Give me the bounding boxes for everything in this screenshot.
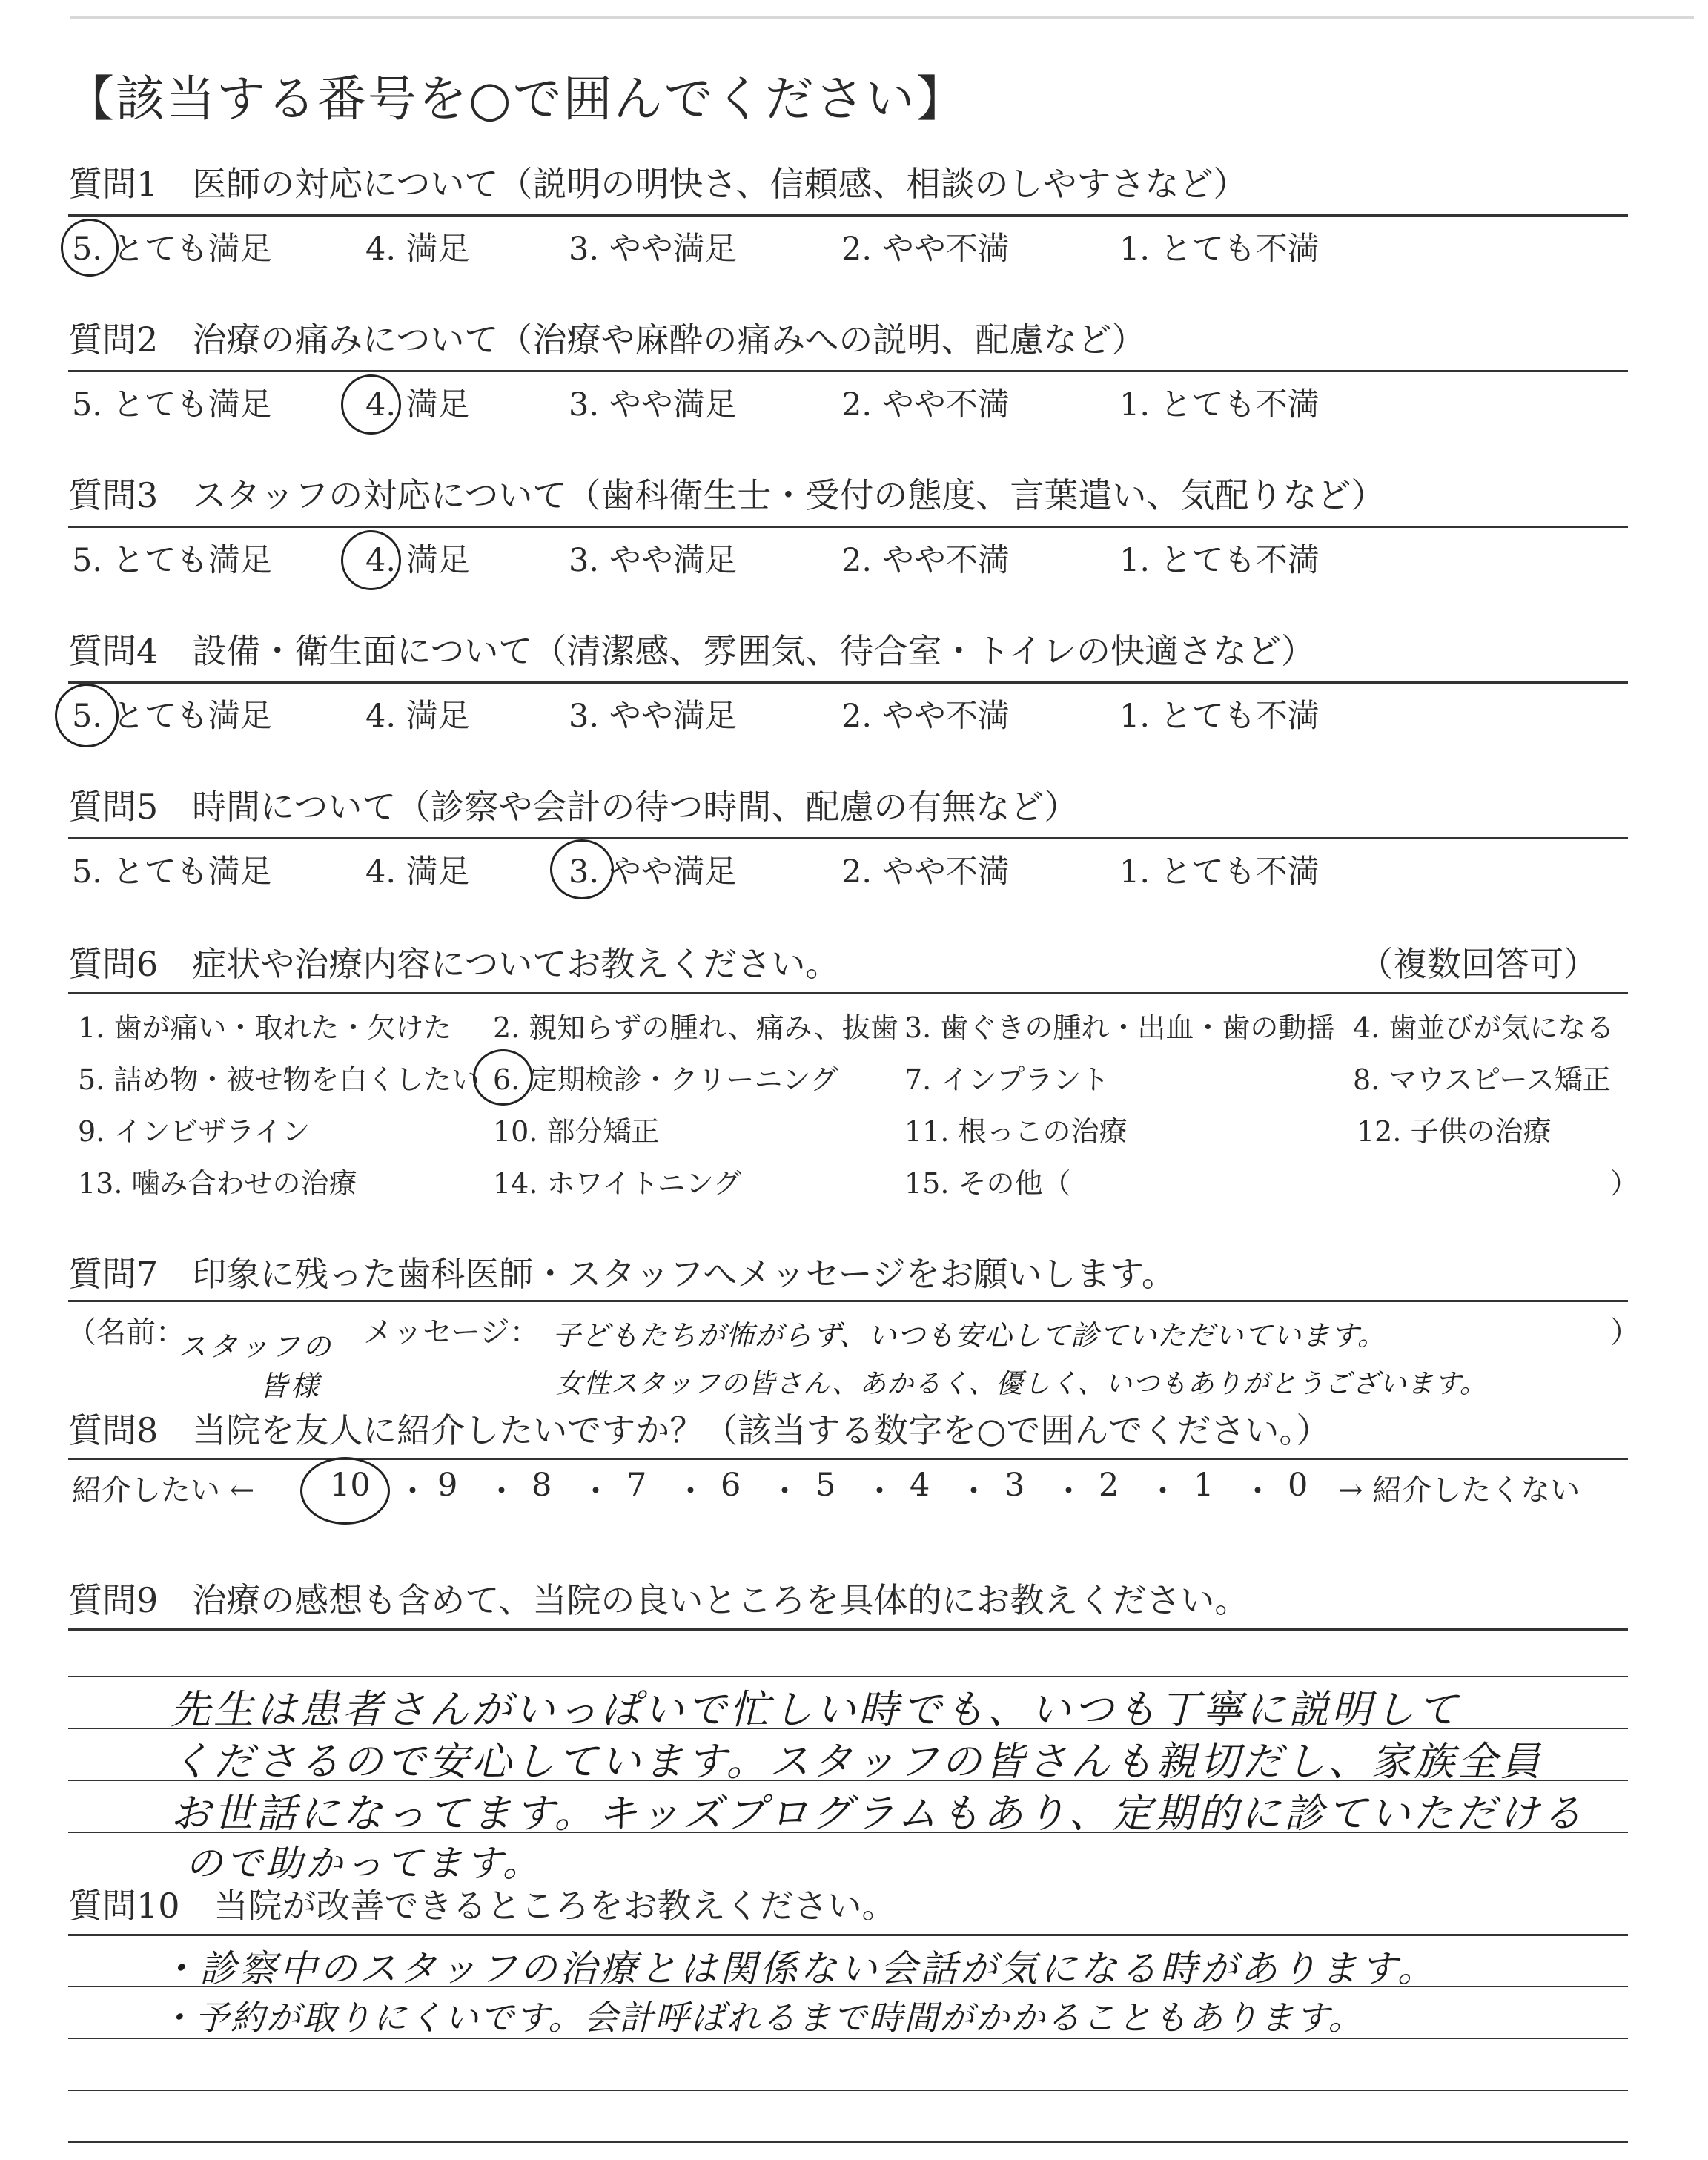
q5-title: 質問5 時間について（診察や会計の待つ時間、配慮の有無など） <box>68 787 1079 827</box>
q10-title: 質問10 当院が改善できるところをお教えください。 <box>68 1886 896 1926</box>
q6-option-14[interactable]: 14. ホワイトニング <box>493 1167 742 1200</box>
q7-name-handwriting-1[interactable]: スタッフの <box>178 1330 334 1363</box>
q1-option-1[interactable]: 1. とても不満 <box>1119 231 1320 268</box>
q6-option-15-other[interactable]: 15. その他（ <box>904 1167 1071 1200</box>
q6-option-7[interactable]: 7. インプラント <box>904 1063 1110 1096</box>
q2-option-3[interactable]: 3. やや満足 <box>569 386 737 423</box>
q3-title: 質問3 スタッフの対応について（歯科衛生士・受付の態度、言葉遣い、気配りなど） <box>68 475 1386 515</box>
q8-dot: ・ <box>397 1473 428 1510</box>
q4-option-2[interactable]: 2. やや不満 <box>841 698 1010 735</box>
q5-option-2[interactable]: 2. やや不満 <box>841 853 1010 891</box>
q6-option-5[interactable]: 5. 詰め物・被せ物を白くしたい <box>78 1063 480 1096</box>
q1-rule <box>68 214 1628 217</box>
q8-score-8[interactable]: 8 <box>532 1467 552 1504</box>
q7-name-label: （名前： <box>67 1315 185 1350</box>
q7-close-paren: ） <box>1610 1315 1640 1350</box>
q3-option-3[interactable]: 3. やや満足 <box>569 542 737 579</box>
q5-option-3[interactable]: 3. やや満足 <box>569 853 737 891</box>
q5-option-1[interactable]: 1. とても不満 <box>1119 853 1320 891</box>
q8-score-9[interactable]: 9 <box>437 1467 458 1504</box>
q1-title: 質問1 医師の対応について（説明の明快さ、信頼感、相談のしやすさなど） <box>68 164 1248 204</box>
q1-selection-circle <box>61 219 119 277</box>
q8-score-1[interactable]: 1 <box>1194 1467 1214 1504</box>
q10-answer-line-2[interactable]: ・予約が取りにくいです。会計呼ばれるまで時間がかかることもあります。 <box>159 1998 1364 2038</box>
q6-option-6[interactable]: 6. 定期検診・クリーニング <box>493 1063 838 1096</box>
q5-option-4[interactable]: 4. 満足 <box>365 853 470 891</box>
q8-dot: ・ <box>675 1473 706 1510</box>
top-border <box>70 16 1694 19</box>
q6-option-13[interactable]: 13. 噛み合わせの治療 <box>78 1167 357 1200</box>
q8-dot: ・ <box>864 1473 896 1510</box>
q7-message-label: メッセージ： <box>363 1315 540 1350</box>
q9-answer-line-4[interactable]: ので助かってます。 <box>185 1842 543 1885</box>
q8-score-3[interactable]: 3 <box>1004 1467 1025 1504</box>
q6-option-11[interactable]: 11. 根っこの治療 <box>904 1115 1128 1148</box>
q2-option-2[interactable]: 2. やや不満 <box>841 386 1010 423</box>
q9-rule-0 <box>68 1628 1628 1631</box>
q6-option-1[interactable]: 1. 歯が痛い・取れた・欠けた <box>78 1011 452 1044</box>
q6-option-8[interactable]: 8. マウスピース矯正 <box>1353 1063 1611 1096</box>
q2-title: 質問2 治療の痛みについて（治療や麻酔の痛みへの説明、配慮など） <box>68 320 1146 360</box>
q2-option-5[interactable]: 5. とても満足 <box>72 386 272 423</box>
q6-option-2[interactable]: 2. 親知らずの腫れ、痛み、抜歯 <box>493 1011 898 1044</box>
q2-rule <box>68 370 1628 372</box>
q8-left-label: 紹介したい ← <box>72 1473 255 1507</box>
q9-rule-1 <box>68 1676 1628 1677</box>
q3-option-5[interactable]: 5. とても満足 <box>72 542 272 579</box>
q4-option-5[interactable]: 5. とても満足 <box>72 698 272 735</box>
q5-option-5[interactable]: 5. とても満足 <box>72 853 272 891</box>
q10-rule-3 <box>68 2090 1628 2091</box>
q8-dot: ・ <box>580 1473 612 1510</box>
q8-score-5[interactable]: 5 <box>815 1467 836 1504</box>
q8-title: 質問8 当院を友人に紹介したいですか？（該当する数字を○で囲んでください。） <box>68 1410 1331 1450</box>
q3-selection-circle <box>341 530 401 590</box>
q8-dot: ・ <box>1147 1473 1179 1510</box>
q6-option-10[interactable]: 10. 部分矯正 <box>493 1115 660 1148</box>
q4-option-1[interactable]: 1. とても不満 <box>1119 698 1320 735</box>
q8-selection-circle <box>300 1457 390 1525</box>
q6-title: 質問6 症状や治療内容についてお教えください。 <box>68 944 840 984</box>
q7-title: 質問7 印象に残った歯科医師・スタッフへメッセージをお願いします。 <box>68 1254 1176 1294</box>
q2-option-4[interactable]: 4. 満足 <box>365 386 470 423</box>
q8-dot: ・ <box>1053 1473 1085 1510</box>
q4-option-4[interactable]: 4. 満足 <box>365 698 470 735</box>
q8-dot: ・ <box>958 1473 990 1510</box>
form-heading: 【該当する番号を○で囲んでください】 <box>65 70 967 128</box>
q3-option-4[interactable]: 4. 満足 <box>365 542 470 579</box>
q4-title: 質問4 設備・衛生面について（清潔感、雰囲気、待合室・トイレの快適さなど） <box>68 631 1316 671</box>
q4-selection-circle <box>55 684 119 747</box>
q5-rule <box>68 837 1628 839</box>
q7-message-handwriting-2[interactable]: 女性スタッフの皆さん、あかるく、優しく、いつもありがとうございます。 <box>556 1369 1487 1399</box>
q10-rule-4 <box>68 2141 1628 2143</box>
q3-option-1[interactable]: 1. とても不満 <box>1119 542 1320 579</box>
q6-other-close-paren: ） <box>1610 1167 1639 1200</box>
q6-rule <box>68 992 1628 994</box>
q1-option-4[interactable]: 4. 満足 <box>365 231 470 268</box>
q8-score-2[interactable]: 2 <box>1099 1467 1119 1504</box>
q8-score-10[interactable]: 10 <box>330 1467 371 1504</box>
q6-note: （複数回答可） <box>1359 944 1598 984</box>
q1-option-5[interactable]: 5. とても満足 <box>72 231 272 268</box>
q9-title: 質問9 治療の感想も含めて、当院の良いところを具体的にお教えください。 <box>68 1580 1249 1620</box>
q8-score-4[interactable]: 4 <box>910 1467 930 1504</box>
q6-option-4[interactable]: 4. 歯並びが気になる <box>1353 1011 1615 1044</box>
q6-option-9[interactable]: 9. インビザライン <box>78 1115 311 1148</box>
q5-selection-circle <box>550 839 614 899</box>
q2-selection-circle <box>341 374 401 435</box>
q9-answer-line-1[interactable]: 先生は患者さんがいっぱいで忙しい時でも、いつも丁寧に説明して <box>171 1686 1460 1733</box>
q7-message-handwriting-1[interactable]: 子どもたちが怖がらず、いつも安心して診ていただいています。 <box>552 1319 1386 1352</box>
q8-score-0[interactable]: 0 <box>1288 1467 1308 1504</box>
q1-option-3[interactable]: 3. やや満足 <box>569 231 737 268</box>
q6-selection-circle <box>473 1049 533 1106</box>
q6-option-3[interactable]: 3. 歯ぐきの腫れ・出血・歯の動揺 <box>904 1011 1335 1044</box>
q8-right-label: → 紹介したくない <box>1338 1473 1580 1507</box>
q10-answer-line-1[interactable]: ・診察中のスタッフの治療とは関係ない会話が気になる時があります。 <box>159 1947 1437 1990</box>
q7-rule <box>68 1300 1628 1302</box>
q8-dot: ・ <box>1242 1473 1274 1510</box>
q3-option-2[interactable]: 2. やや不満 <box>841 542 1010 579</box>
q1-option-2[interactable]: 2. やや不満 <box>841 231 1010 268</box>
q8-dot: ・ <box>769 1473 801 1510</box>
q10-rule-0 <box>68 1934 1628 1936</box>
q8-score-7[interactable]: 7 <box>626 1467 647 1504</box>
q3-rule <box>68 526 1628 528</box>
q8-rule <box>68 1458 1628 1460</box>
q2-option-1[interactable]: 1. とても不満 <box>1119 386 1320 423</box>
q6-option-12[interactable]: 12. 子供の治療 <box>1357 1115 1552 1148</box>
q8-dot: ・ <box>486 1473 517 1510</box>
q9-answer-line-3[interactable]: お世話になってます。キッズプログラムもあり、定期的に診ていただける <box>171 1790 1586 1837</box>
q8-score-6[interactable]: 6 <box>721 1467 741 1504</box>
q4-option-3[interactable]: 3. やや満足 <box>569 698 737 735</box>
q4-rule <box>68 681 1628 684</box>
q7-name-handwriting-2[interactable]: 皆様 <box>259 1370 322 1402</box>
q9-answer-line-2[interactable]: くださるので安心しています。スタッフの皆さんも親切だし、家族全員 <box>171 1738 1543 1785</box>
